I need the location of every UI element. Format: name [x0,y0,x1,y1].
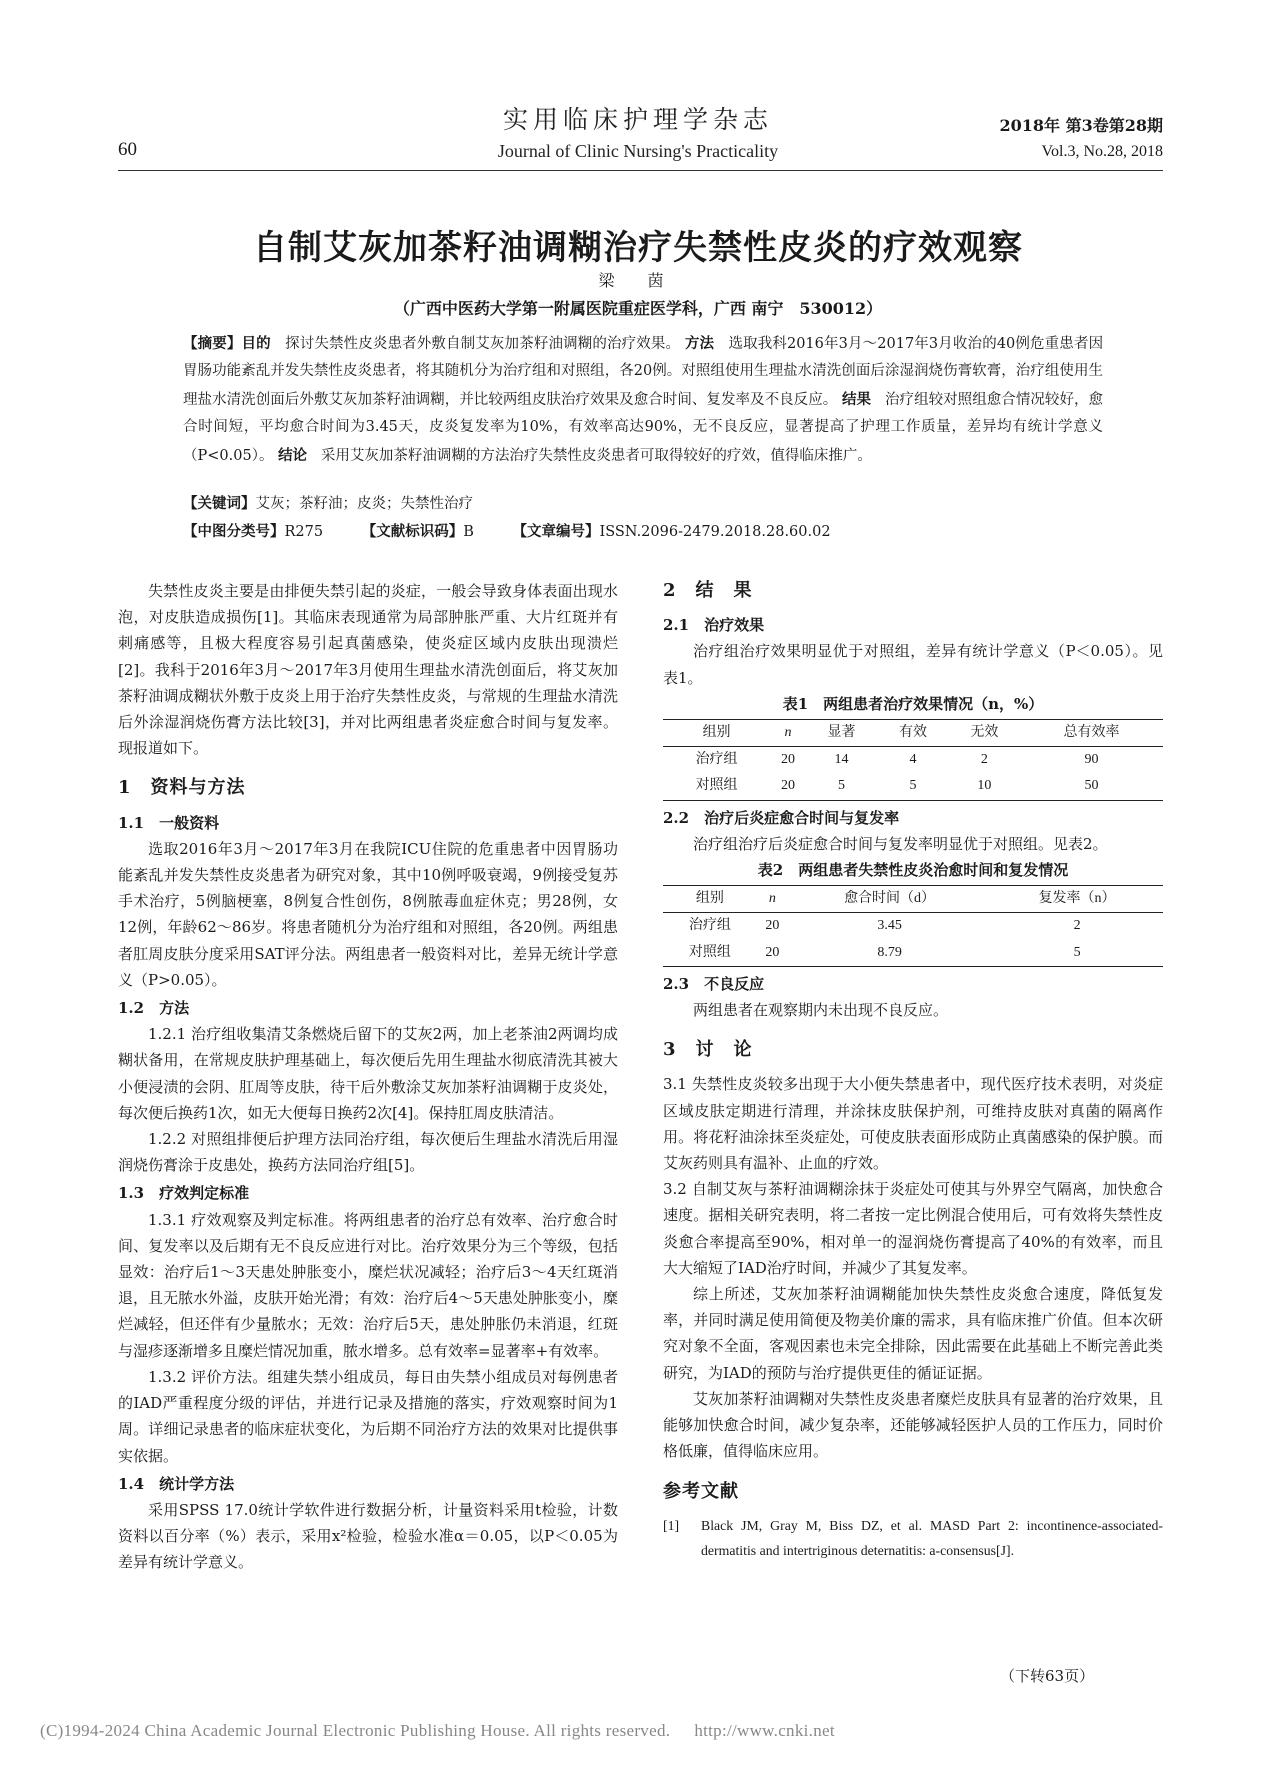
clc-label: 【中图分类号】 [183,523,285,540]
left-column [118,578,618,1576]
section-2-1-heading: 2.1 治疗效果 [663,616,765,635]
table-cell: 20 [770,773,806,800]
table-row [663,940,1163,967]
table-2-header: 愈合时间（d） [788,886,991,913]
section-2-heading: 2 结 果 [663,580,753,601]
page-number: 60 [118,139,137,160]
section-1-3-2-text: 1.3.2 评价方法。组建失禁小组成员，每日由失禁小组成员对每例患者的IAD严重程度分级的评估，并进行记录及措施的落实，疗效观察时间为1周。详细记录患者的临床症状变化，为后期不同治疗方法的效果对比提供事实依据。 [118,1367,618,1465]
article-title: 自制艾灰加茶籽油调糊治疗失禁性皮炎的疗效观察 [253,228,1023,268]
table-cell: 对照组 [663,940,757,967]
section-2-2-heading: 2.2 治疗后炎症愈合时间与复发率 [663,808,900,827]
doc-code-value: B [463,524,474,540]
section-1-3-heading: 1.3 疗效判定标准 [118,1184,250,1203]
keywords-label: 【关键词】 [183,495,256,512]
article-id-value: ISSN.2096-2479.2018.28.60.02 [599,524,831,540]
section-3-2-text: 3.2 自制艾灰与茶籽油调糊涂抹于炎症处可使其与外界空气隔离，加快愈合速度。据相关研究表明，将二者按一定比例混合使用后，可有效将失禁性皮炎愈合率提高至90%，相对单一的湿润烧伤膏提高了40%的有效率，而且大大缩短了IAD治疗时间，并减少了其复发率。 [663,1180,1163,1277]
copyright-text: (C)1994-2024 China Academic Journal Electronic Publishing House. All rights reserved. [40,1721,671,1740]
table-row [663,913,1163,940]
results-label: 结果 [841,390,872,408]
section-1-1-heading: 1.1 一般资料 [118,813,220,832]
section-2-3-heading: 2.3 不良反应 [663,974,765,993]
intro-paragraph: 失禁性皮炎主要是由排便失禁引起的炎症，一般会导致身体表面出现水泡，对皮肤造成损伤[1]。其临床表现通常为局部肿胀严重、大片红斑并有刺痛感等，且极大程度容易引起真菌感染，使炎症区域内皮肤出现溃烂[2]。我科于2016年3月～2017年3月使用生理盐水清洗创面后，将艾灰加茶籽油调成糊状外敷于皮炎上用于治疗失禁性皮炎，与常规的生理盐水清洗后外涂湿润烧伤膏方法比较[3]，并对比两组患者炎症愈合时间与复发率。现报道如下。 [118,582,618,758]
section-1-2-heading: 1.2 方法 [118,999,190,1018]
section-1-3-1-text: 1.3.1 疗效观察及判定标准。将两组患者的治疗总有效率、治疗愈合时间、复发率以及后期有无不良反应进行对比。治疗效果分为三个等级，包括显效：治疗后1～3天患处肿胀变小，糜烂状况减轻；治疗后3～4天红斑消退，且无脓水外溢，皮肤开始光滑；有效：治疗后4～5天患处肿胀变小，糜烂减轻，但还伴有少量脓水；无效：治疗后5天，患处肿胀仍未消退，红斑与湿疹逐渐增多且糜烂情况加重，脓水增多。总有效率=显著率+有效率。 [118,1210,618,1360]
table-1-header: 有效 [877,720,948,747]
table-row [663,773,1163,800]
journal-title-en: Journal of Clinic Nursing's Practicality [497,141,779,161]
clc-value: R275 [284,524,324,540]
discussion-paragraph: 综上所述，艾灰加茶籽油调糊能加快失禁性皮炎愈合速度，降低复发率，并同时满足使用简便及物美价廉的需求，具有临床推广价值。但本次研究对象不全面，客观因素也未完全排除，因此需要在此基础上不断完善此类研究，为IAD的预防与治疗提供更佳的循证证据。 [663,1285,1163,1382]
table-cell: 5 [877,773,948,800]
section-1-2-2-text: 1.2.2 对照组排便后护理方法同治疗组，每次便后生理盐水清洗后用湿润烧伤膏涂于皮患处，换药方法同治疗组[5]。 [118,1130,618,1175]
section-3-heading: 3 讨 论 [663,1039,753,1061]
table-2-caption: 表2 两组患者失禁性皮炎治愈时间和复发情况 [757,861,1069,880]
doc-code-label: 【文献标识码】 [361,523,464,540]
section-1-heading: 1 资料与方法 [118,777,246,799]
references-heading: 参考文献 [663,1480,739,1502]
issue-info-en: Vol.3, No.28, 2018 [1041,143,1163,160]
conclusion-text: 采用艾灰加茶籽油调糊的方法治疗失禁性皮炎患者可取得较好的疗效，值得临床推广。 [320,447,872,464]
results-text: 治疗组较对照组愈合情况较好，愈合时间短，平均愈合时间为3.45天，皮炎复发率为10%，有效率高达90%，无不良反应，显著提高了护理工作质量，差异均有统计学意义（P<0.05）。 [183,391,1104,464]
table-2 [663,885,1163,967]
table-cell: 20 [780,752,795,768]
table-1-header: 显著 [806,720,877,747]
keywords-text: 艾灰；茶籽油；皮炎；失禁性治疗 [255,496,473,512]
table-cell: 90 [1084,752,1099,768]
reference-number: [1] [663,1517,680,1533]
section-2-3-text: 两组患者在观察期内未出现不良反应。 [693,1001,949,1020]
table-1-caption: 表1 两组患者治疗效果情况（n，%） [782,694,1044,713]
table-cell: 2 [980,752,988,768]
section-1-4-heading: 1.4 统计学方法 [118,1474,235,1493]
footer-url[interactable]: http://www.cnki.net [694,1721,835,1740]
table-1-header: 总有效率 [1020,720,1163,747]
abstract-label: 【摘要】 [183,335,242,352]
keywords [183,490,1103,518]
table-cell: 4 [909,752,917,768]
conclusion-label: 结论 [278,446,308,464]
section-3-1-text: 3.1 失禁性皮炎较多出现于大小便失禁患者中，现代医疗技术表明，对炎症区域皮肤定期进行清理，并涂抹皮肤保护剂，可维持皮肤对真菌的隔离作用。将花籽油涂抹至炎症处，可使皮肤表面形成防止真菌感染的保护膜。而艾灰药则具有温补、止血的疗效。 [663,1075,1163,1173]
article-id-label: 【文章编号】 [512,523,600,540]
table-1-header: n [770,720,806,747]
table-1-header: 无效 [949,720,1020,747]
table-2-header: 复发率（n） [991,886,1163,913]
table-cell: 20 [765,918,780,934]
continued-note: （下转63页） [1000,1667,1095,1685]
table-2-header: n [757,886,788,913]
table-cell: 5 [991,940,1163,967]
methods-text: 选取我科2016年3月～2017年3月收治的40例危重患者因胃肠功能紊乱并发失禁性皮炎患者，将其随机分为治疗组和对照组，各20例。对照组使用生理盐水清洗创面后涂湿润烧伤膏软膏，治疗组使用生理盐水清洗创面后外敷艾灰加茶籽油调糊，并比较两组皮肤治疗效果及愈合时间、复发率及不良反应。 [183,336,1104,408]
article-affiliation: （广西中医药大学第一附属医院重症医学科，广西 南宁 530012） [393,299,883,318]
right-column [663,578,1163,1563]
abstract [183,330,1103,470]
journal-title-cn: 实用临床护理学杂志 [502,105,773,134]
table-1-header: 组别 [663,720,770,747]
table-cell: 14 [834,752,849,768]
methods-label: 方法 [684,335,715,352]
objective-text: 探讨失禁性皮炎患者外敷自制艾灰加茶籽油调糊的治疗效果。 [285,336,681,352]
section-1-1-text: 选取2016年3月～2017年3月在我院ICU住院的危重患者中因胃肠功能紊乱并发失禁性皮炎患者为研究对象，其中10例呼吸衰竭，9例接受复苏手术治疗，5例脑梗塞，8例复合性创伤，8例脓毒血症休克；男28例，女12例，年龄62～86岁。将患者随机分为治疗组和对照组，各20例。两组患者肛周皮肤分度采用SAT评分法。两组患者一般资料对比，差异无统计学意义（P>0.05）。 [118,839,618,989]
table-cell: 10 [949,773,1020,800]
table-row [663,747,1163,774]
table-cell: 2 [1073,918,1081,934]
conclusion-paragraph: 艾灰加茶籽油调糊对失禁性皮炎患者糜烂皮肤具有显著的治疗效果，且能够加快愈合时间，减少复杂率，还能够减轻医护人员的工作压力，同时价格低廉，值得临床应用。 [663,1389,1163,1461]
section-1-2-1-text: 1.2.1 治疗组收集清艾条燃烧后留下的艾灰2两，加上老茶油2两调均成糊状备用，在常规皮肤护理基础上，每次便后先用生理盐水彻底清洗其被大小便浸渍的会阴、肛周等皮肤，待干后外敷涂艾灰加茶籽油调糊于皮炎处，每次便后换药1次，如无大便每日换药2次[4]。保持肛周皮肤清洁。 [118,1025,618,1122]
reference-text: Black JM, Gray M, Biss DZ, et al. MASD Part 2: incontinence-associated-dermatitis and intertriginous deternatitis: a-consensus[J]. [701,1517,1163,1558]
section-1-4-text: 采用SPSS 17.0统计学软件进行数据分析，计量资料采用t检验，计数资料以百分率（%）表示，采用x²检验，检验水准α＝0.05，以P＜0.05为差异有统计学意义。 [118,1500,618,1572]
section-2-1-text: 治疗组治疗效果明显优于对照组，差异有统计学意义（P＜0.05）。见表1。 [663,642,1163,687]
classification-line [183,518,1123,546]
table-1 [663,719,1163,801]
table-cell: 5 [806,773,877,800]
section-2-2-text: 治疗组治疗后炎症愈合时间与复发率明显优于对照组。见表2。 [693,834,1108,853]
table-cell: 3.45 [877,918,902,934]
table-cell: 20 [757,940,788,967]
table-cell: 50 [1020,773,1163,800]
table-cell: 治疗组 [695,752,738,768]
table-cell: 8.79 [788,940,991,967]
objective-label: 目的 [241,335,271,352]
issue-info-cn: 2018年 第3卷第28期 [999,116,1163,135]
header-rule [118,170,1163,171]
article-author: 梁 茵 [598,271,678,290]
table-cell: 治疗组 [688,918,731,934]
copyright-footer [40,1721,835,1741]
table-2-header: 组别 [663,886,757,913]
reference-item [663,1513,1163,1563]
table-cell: 对照组 [663,773,770,800]
